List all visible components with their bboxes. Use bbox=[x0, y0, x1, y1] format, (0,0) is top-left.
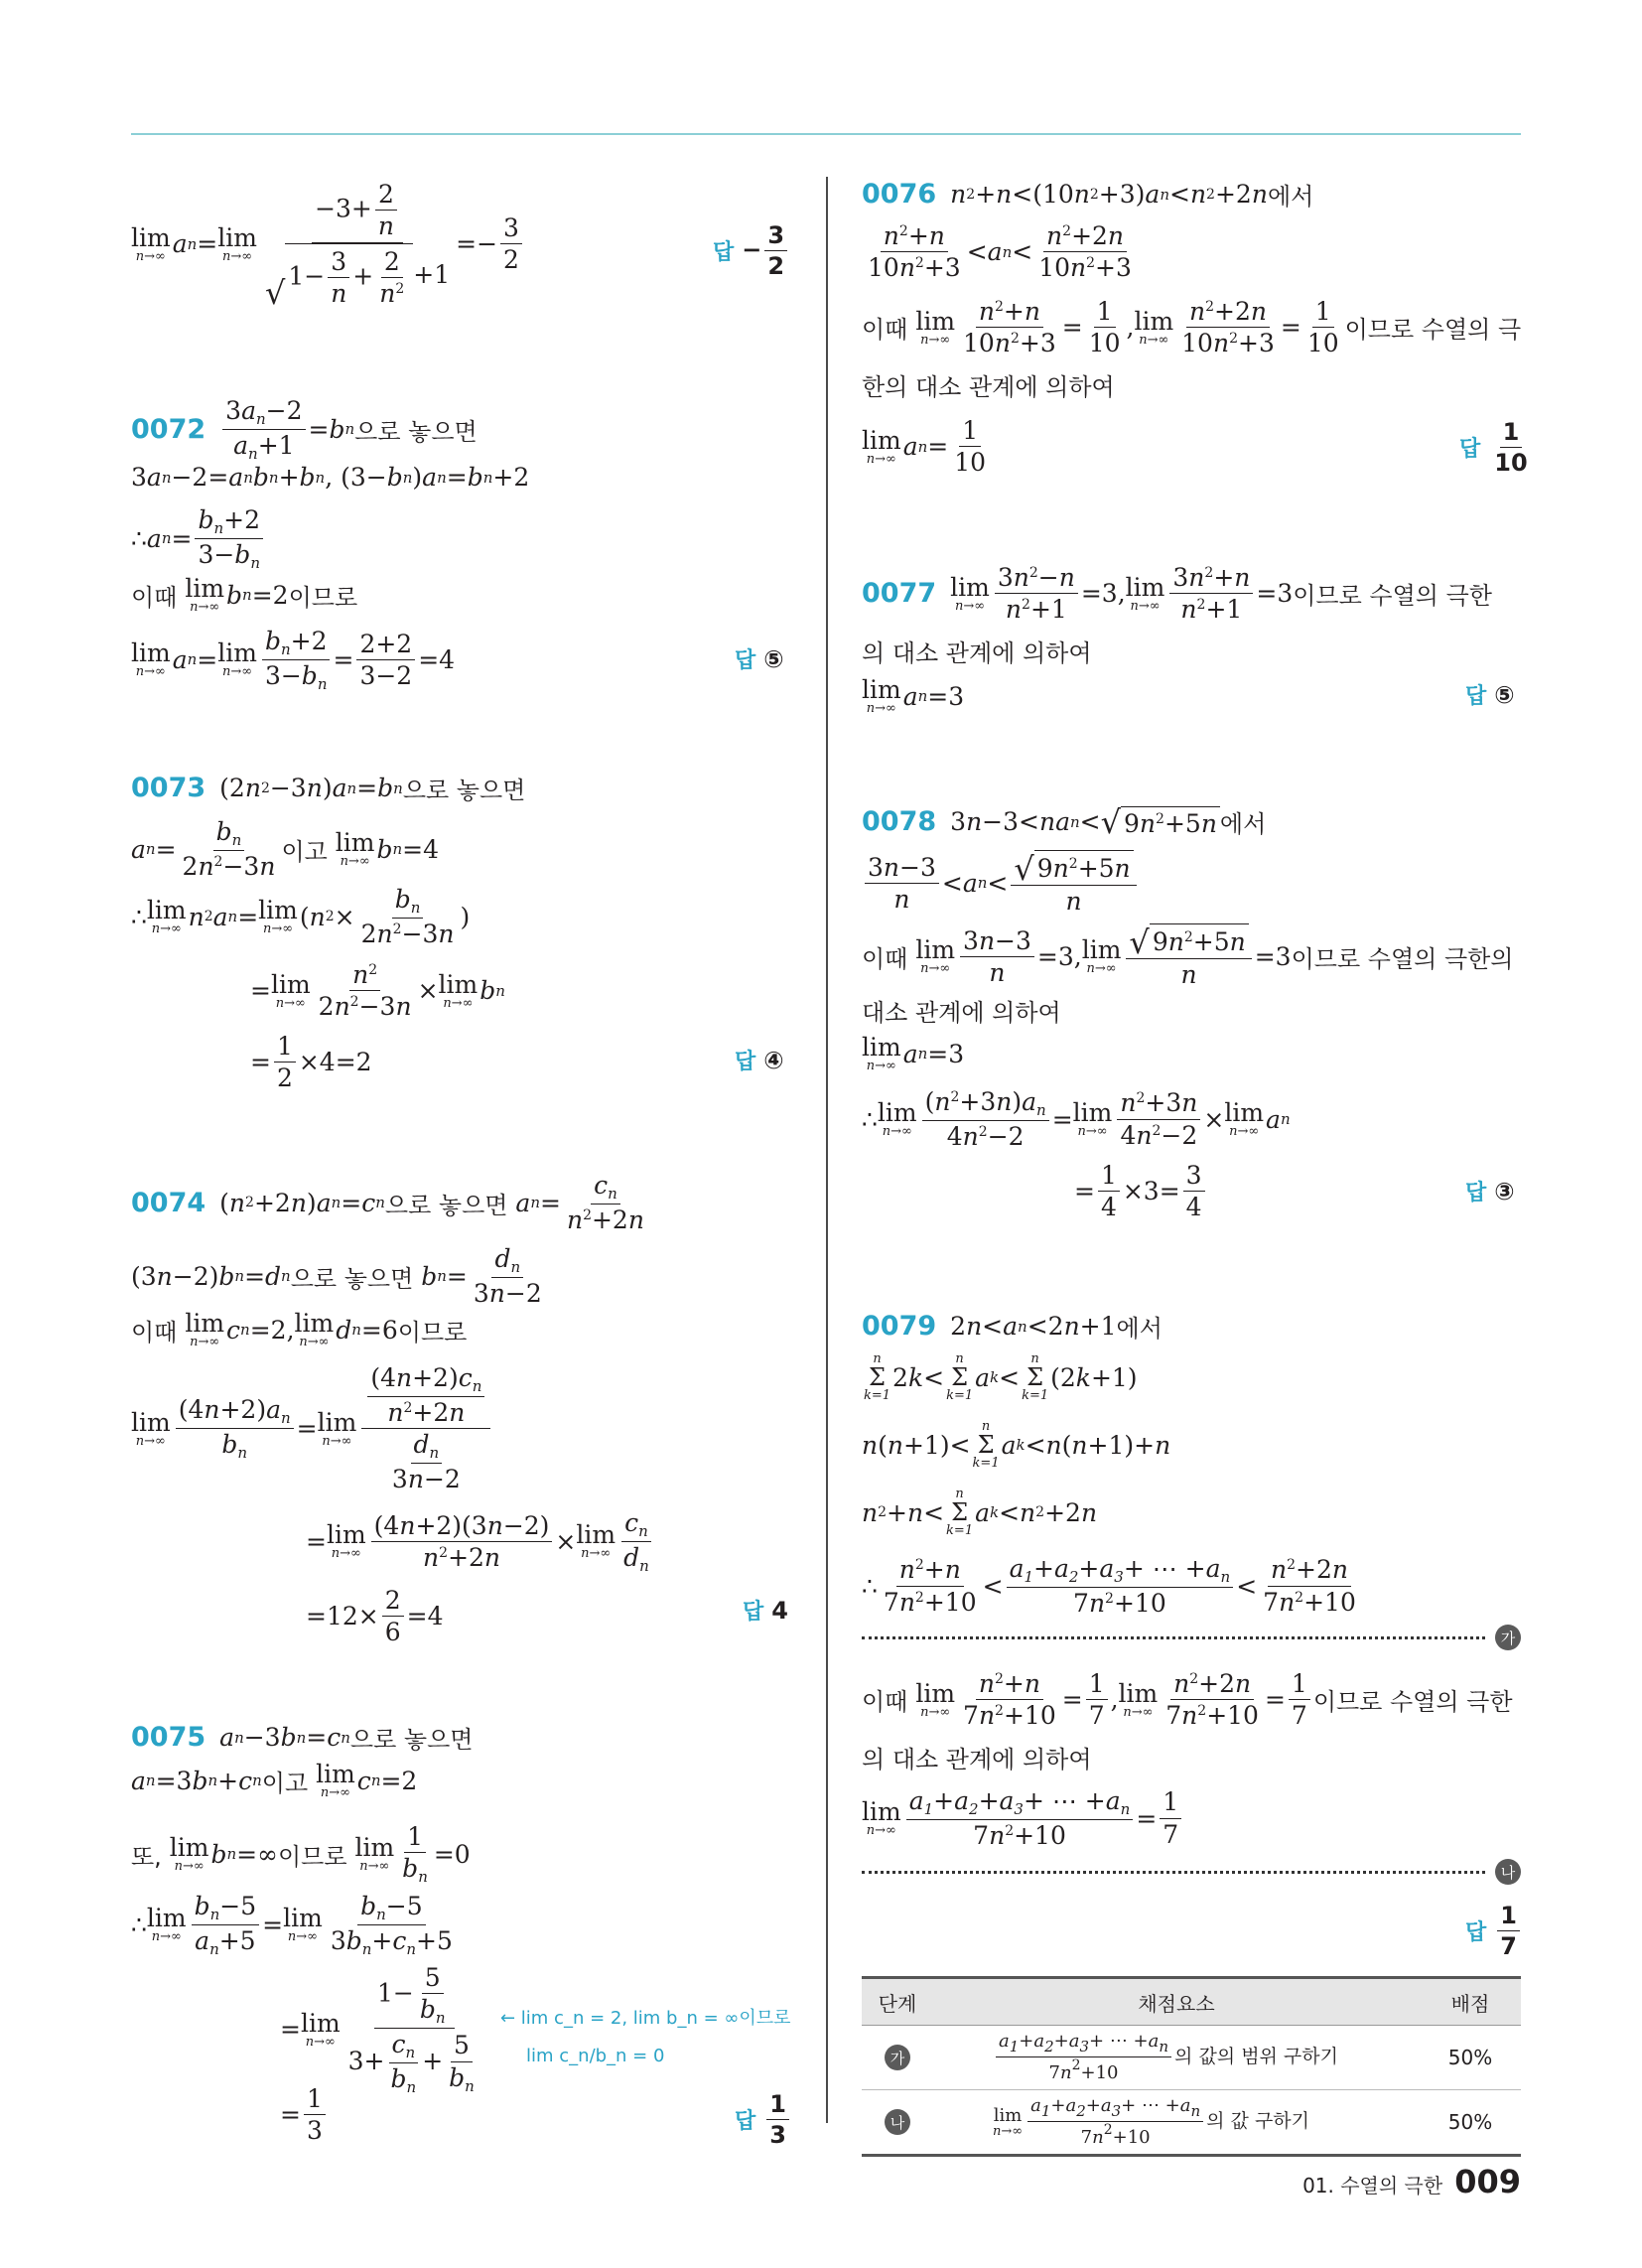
line-0072-3: 이때 lim n→∞ b n =2 이므로 bbox=[131, 574, 358, 615]
page-number: 009 bbox=[1454, 2163, 1521, 2200]
answer-0074: 답 4 bbox=[743, 1596, 788, 1625]
criteria-cell: lim n→∞ $\frac{a_1+a_2+a_3+ \cdots +a_n}{7n^2+10}$ 의 값 구하기 bbox=[933, 2090, 1420, 2156]
line-0078-1: $\frac{3n-3}{n}$ < a n < √ $9n^2+5n$ n bbox=[862, 850, 1140, 917]
line-0077-1: 의 대소 관계에 의하여 bbox=[862, 639, 1092, 667]
problem-0074-header: 0074 ( n 2 +2 n ) a n = c n 으로 놓으면 a n = $\frac{c_n}{n^2+2n}$ bbox=[131, 1171, 644, 1234]
note-0075-1: ← lim c_n = 2, lim b_n = ∞이므로 bbox=[500, 2008, 791, 2029]
answer-0079: 답 $\frac{1}{7}$ bbox=[1465, 1901, 1523, 1961]
answer-0071: 답 − $\frac{3}{2}$ bbox=[713, 220, 790, 281]
line-0075-5: = $\frac{1}{3}$ bbox=[280, 2083, 329, 2147]
answer-0072: 답 ⑤ bbox=[735, 644, 784, 673]
line-0079-1: n Σ k=1 2 k < n Σ k=1 a k < n Σ k=1 (2 k +1) bbox=[864, 1351, 1138, 1403]
step-mark: 나 bbox=[885, 2109, 910, 2135]
line-0079-3: n 2 + n < n Σ k=1 a k < n 2 +2 n bbox=[862, 1487, 1098, 1538]
answer-0073: 답 ④ bbox=[735, 1046, 784, 1074]
line-0076-2: 이때 lim n→∞ $\frac{n^2+n}{10n^2+3}$ = $\frac{1}{10}$ , lim n→∞ $\frac{n^2+2n}{10n^2+3}$ = $\frac{1}{10}$ 이므로 수열의 극 bbox=[862, 297, 1522, 358]
line-0073-4: = $\frac{1}{2}$ ×4=2 bbox=[250, 1032, 372, 1093]
answer-0075: 답 $\frac{1}{3}$ bbox=[735, 2089, 792, 2150]
answer-0078: 답 ③ bbox=[1465, 1177, 1515, 1205]
line-0073-1: a n = $\frac{b_n}{2n^2-3n}$ 이고 lim n→∞ b n =4 bbox=[131, 817, 440, 881]
problem-0077-header: 0077 lim n→∞ $\frac{3n^2-n}{n^2+1}$ =3, lim n→∞ $\frac{3n^2+n}{n^2+1}$ =3 이므로 수열의 극한 bbox=[862, 563, 1492, 625]
header-step: 단계 bbox=[862, 1978, 933, 2026]
line-0072-2: ∴ a n = $\frac{b_n+2}{3-b_n}$ bbox=[131, 504, 266, 573]
line-0074-4: = lim n→∞ $\frac{(4n+2)(3n-2)}{n^2+2n}$ × lim n→∞ $\frac{c_n}{d_n}$ bbox=[306, 1508, 649, 1575]
top-rule bbox=[131, 133, 1521, 135]
line-0076-4: lim n→∞ a n = $\frac{1}{10}$ bbox=[862, 416, 987, 478]
dotted-divider-1 bbox=[862, 1636, 1485, 1639]
scoring-row bbox=[862, 2026, 1521, 2090]
line-0073-3: = lim n→∞ $\frac{n^2}{2n^2-3n}$ × lim n→∞ b n bbox=[250, 960, 505, 1022]
problem-0079-header: 0079 2 n < a n <2 n +1 에서 bbox=[862, 1311, 1163, 1343]
problem-0072-header: 0072 $\frac{3a_n-2}{a_n+1}$ = b n 으로 놓으면 bbox=[131, 396, 478, 463]
points-cell: 50% bbox=[1420, 2026, 1521, 2090]
line-0075-4: = lim n→∞ 1− $\frac{5}{b_n}$ 3+ $\frac{c_n}{b_n}$ + $\frac{5}{b_n}$ bbox=[280, 1963, 475, 2096]
line-0076-3: 한의 대소 관계에 의하여 bbox=[862, 373, 1115, 401]
line-0072-4: lim n→∞ a n = lim n→∞ $\frac{b_n+2}{3-b_n}$ = $\frac{2+2}{3-2}$ =4 bbox=[131, 627, 456, 693]
line-0077-2: lim n→∞ a n =3 bbox=[862, 675, 965, 716]
header-points: 배점 bbox=[1420, 1978, 1521, 2026]
line-0072-1: 3 a n −2= a n b n + b n , (3− b n ) a n = b n +2 bbox=[131, 463, 530, 492]
points-cell: 50% bbox=[1420, 2090, 1521, 2156]
line-0078-3: 대소 관계에 의하여 bbox=[862, 999, 1061, 1027]
line-0079-7: lim n→∞ $\frac{a_1+a_2+a_3+ \cdots +a_n}{7n^2+10}$ = $\frac{1}{7}$ bbox=[862, 1785, 1184, 1851]
line-0079-5: 이때 lim n→∞ $\frac{n^2+n}{7n^2+10}$ = $\frac{1}{7}$ , lim n→∞ $\frac{n^2+2n}{7n^2+10}$ = $\frac{1}{7}$ 이므로 수열의 극한 bbox=[862, 1669, 1513, 1731]
dotted-divider-2 bbox=[862, 1871, 1485, 1874]
line-0075-1: a n =3 b n + c n 이고 lim n→∞ c n =2 bbox=[131, 1760, 418, 1800]
answer-0076: 답 $\frac{1}{10}$ bbox=[1459, 418, 1528, 477]
problem-0076-header: 0076 n 2 + n <(10 n 2 +3) a n < n 2 +2 n 에서 bbox=[862, 179, 1314, 211]
line-0079-6: 의 대소 관계에 의하여 bbox=[862, 1746, 1092, 1773]
line-0074-5: =12× $\frac{2}{6}$ =4 bbox=[306, 1586, 444, 1647]
line-0076-1: $\frac{n^2+n}{10n^2+3}$ < a n < $\frac{n^2+2n}{10n^2+3}$ bbox=[868, 221, 1132, 283]
line-0074-1: (3 n −2) b n = d n 으로 놓으면 b n = $\frac{d_n}{3n-2}$ bbox=[131, 1244, 542, 1308]
problem-0073-header: 0073 (2 n 2 −3 n ) a n = b n 으로 놓으면 bbox=[131, 773, 526, 804]
page-footer bbox=[1302, 2163, 1521, 2200]
problem-0078-header: 0078 3 n −3< na n < √ $9n^2+5n$ 에서 bbox=[862, 802, 1267, 841]
scoring-table bbox=[862, 1976, 1521, 2157]
line-0079-2: n ( n +1)< n Σ k=1 a k < n ( n +1)+ n bbox=[862, 1419, 1171, 1471]
step-mark: 가 bbox=[885, 2045, 910, 2070]
line-0074-2: 이때 lim n→∞ c n =2, lim n→∞ d n =6 이므로 bbox=[131, 1309, 468, 1349]
line-0075-2: 또, lim n→∞ b n =∞ 이므로 lim n→∞ $\frac{1}{b_n}$ =0 bbox=[131, 1822, 471, 1887]
line-0075-3: ∴ lim n→∞ $\frac{b_n-5}{a_n+5}$ = lim n→∞ $\frac{b_n-5}{3b_n+c_n+5}$ bbox=[131, 1892, 453, 1958]
line-0079-4: ∴ $\frac{n^2+n}{7n^2+10}$ < $\frac{a_1+a_2+a_3+ \cdots +a_n}{7n^2+10}$ < $\frac{n^2+2n}{7n^2+10}$ bbox=[862, 1554, 1356, 1618]
step-mark-2: 나 bbox=[1495, 1859, 1521, 1885]
step-mark-1: 가 bbox=[1495, 1625, 1521, 1650]
line-0078-5: ∴ lim n→∞ $\frac{(n^2+3n)a_n}{4n^2-2}$ = lim n→∞ $\frac{n^2+3n}{4n^2-2}$ × lim n→∞ a n bbox=[862, 1087, 1291, 1151]
line-0073-2: ∴ lim n→∞ n 2 a n = lim n→∞ ( n 2 × $\frac{b_n}{2n^2-3n}$ ) bbox=[131, 885, 471, 948]
line-0078-4: lim n→∞ a n =3 bbox=[862, 1033, 965, 1073]
solution-0071-tail: lim n→∞ a n = lim n→∞ −3+ $\frac{2}{n}$ √ 1− $\frac{3}{n}$ + $\frac{2}{n^2}$ +1 =− $\frac{3}{2}$ bbox=[131, 179, 525, 309]
answer-0077: 답 ⑤ bbox=[1465, 680, 1515, 709]
criteria-cell: $\frac{a_1+a_2+a_3+ \cdots +a_n}{7n^2+10}$ 의 값의 범위 구하기 bbox=[933, 2026, 1420, 2090]
scoring-header-row bbox=[862, 1978, 1521, 2026]
problem-0075-header: 0075 a n −3 b n = c n 으로 놓으면 bbox=[131, 1722, 474, 1754]
line-0078-2: 이때 lim n→∞ $\frac{3n-3}{n}$ =3, lim n→∞ √ $9n^2+5n$ n =3 이므로 수열의 극한의 bbox=[862, 922, 1514, 989]
scoring-row bbox=[862, 2090, 1521, 2156]
chapter-title: 01. 수열의 극한 bbox=[1302, 2174, 1443, 2197]
note-0075-2: lim c_n/b_n = 0 bbox=[526, 2046, 665, 2066]
column-divider bbox=[826, 177, 828, 2123]
header-criteria: 채점요소 bbox=[933, 1978, 1420, 2026]
line-0074-3: lim n→∞ $\frac{(4n+2)a_n}{b_n}$ = lim n→∞ $\frac{\frac{(4n+2)c_n}{n^2+2n}}{\frac{d_n}{3n-2}}$ bbox=[131, 1362, 493, 1494]
line-0078-6: = $\frac{1}{4}$ ×3= $\frac{3}{4}$ bbox=[1074, 1160, 1208, 1223]
